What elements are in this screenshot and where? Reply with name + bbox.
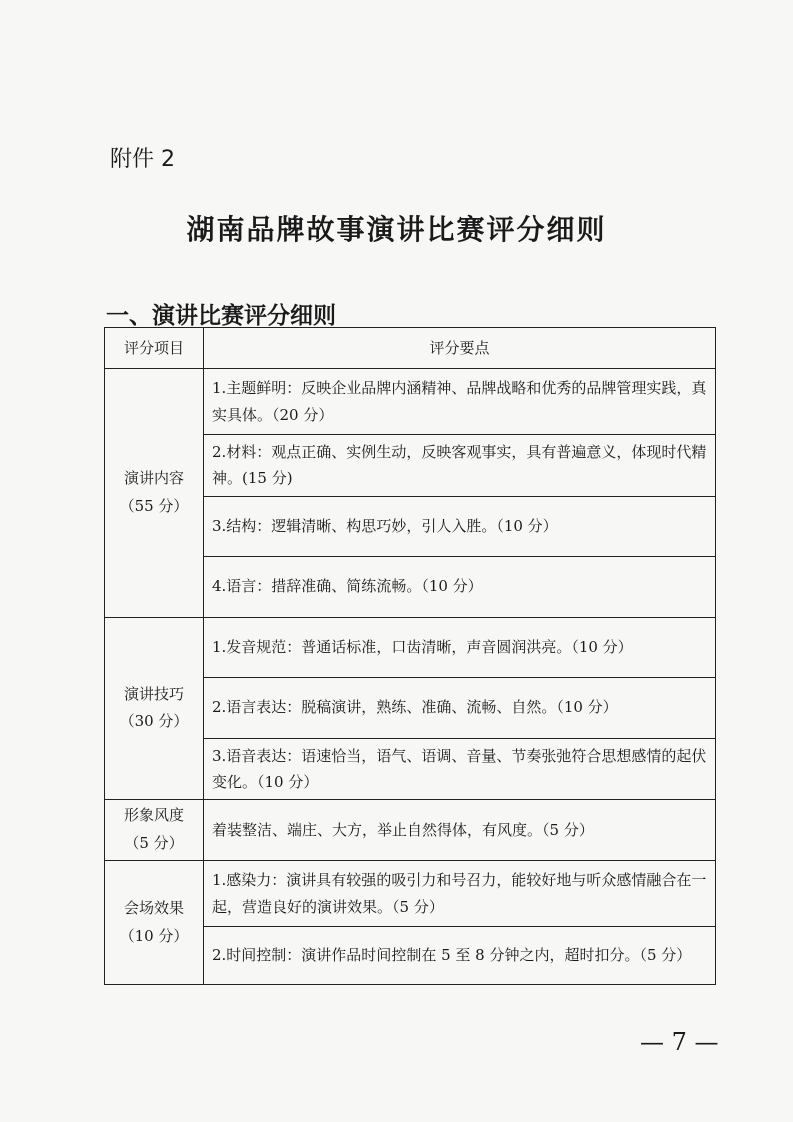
point-cell: 2.材料：观点正确、实例生动，反映客观事实，具有普遍意义，体现时代精神。(15 分) (204, 435, 716, 497)
item-score: （55 分） (119, 496, 189, 515)
point-cell: 1.感染力：演讲具有较强的吸引力和号召力，能较好地与听众感情融合在一起，营造良好的演讲效果。（5 分） (204, 861, 716, 927)
item-name: 会场效果 (123, 898, 184, 917)
table-row (105, 861, 716, 927)
document-title: 湖南品牌故事演讲比赛评分细则 (186, 213, 607, 246)
point-cell: 着装整洁、端庄、大方，举止自然得体，有风度。（5 分） (204, 800, 716, 861)
item-cell (105, 617, 204, 800)
point-cell: 1.主题鲜明：反映企业品牌内涵精神、品牌战略和优秀的品牌管理实践，真实具体。（20 分） (204, 369, 716, 435)
item-name: 形象风度 (123, 806, 184, 825)
item-score: （10 分） (119, 926, 189, 945)
item-cell (105, 861, 204, 985)
table-row (105, 617, 716, 677)
table-row (105, 800, 716, 861)
header-item: 评分项目 (105, 328, 204, 369)
item-score: （30 分） (119, 712, 189, 731)
table-row (105, 369, 716, 435)
point-cell: 4.语言：措辞准确、简练流畅。（10 分） (204, 556, 716, 617)
scoring-table (104, 327, 716, 985)
header-points: 评分要点 (204, 328, 716, 369)
item-name: 演讲技巧 (123, 684, 184, 703)
point-cell: 2.语言表达：脱稿演讲，熟练、准确、流畅、自然。（10 分） (204, 677, 716, 738)
item-score: （5 分） (124, 834, 184, 852)
point-cell: 3.语音表达：语速恰当，语气、语调、音量、节奏张弛符合思想感情的起伏变化。（10 分） (204, 738, 716, 800)
point-cell: 2.时间控制：演讲作品时间控制在 5 至 8 分钟之内，超时扣分。（5 分） (204, 927, 716, 985)
point-cell: 3.结构：逻辑清晰、构思巧妙，引人入胜。（10 分） (204, 496, 716, 556)
item-cell (105, 800, 204, 861)
point-cell: 1.发音规范：普通话标准，口齿清晰，声音圆润洪亮。（10 分） (204, 617, 716, 677)
page-number: — 7 — (640, 1028, 719, 1056)
attachment-label: 附件 2 (110, 147, 175, 172)
table-header-row (105, 328, 716, 369)
item-cell (105, 369, 204, 618)
item-name: 演讲内容 (123, 469, 184, 487)
section-heading: 一、演讲比赛评分细则 (106, 303, 336, 329)
